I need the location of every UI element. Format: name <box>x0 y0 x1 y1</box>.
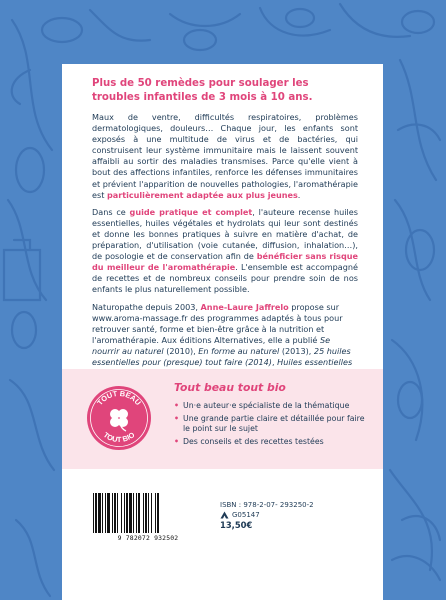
guide-text-2: , l'auteure recense huiles essentielles, huiles végétales et hydrolats qui leur sont destinés et donne les bonnes pratiques à suivre en matière d'achat, de préparation, d'utilisation (voie cutanée, diffusion, inhalation…), de posologie et de conservation afin de <box>92 206 358 262</box>
barcode-bar <box>136 493 137 533</box>
intro-text: Maux de ventre, difficultés respiratoires, problèmes dermatologiques, douleurs… Chaque jour, les enfants sont exposés à une multitude de virus et de bactéries, qui construisent leur système immunitaire mais le laissent souvent affaibli au sortir des maladies transmises. Parce qu'elle vient à bout des affections infantiles, renforce les défenses immunitaires et prévient l'apparition de nouvelles pathologies, l'aromathérapie est <box>92 112 358 200</box>
barcode-bar <box>138 493 140 533</box>
barcode-digits: 9 782072 932502 <box>117 534 179 542</box>
bio-feature-item <box>174 437 369 448</box>
bio-feature-text: Un·e auteur·e spécialiste de la thématique <box>183 401 350 410</box>
text-panel <box>62 64 383 600</box>
intro-highlight: particulièrement adaptée aux plus jeunes <box>106 189 298 200</box>
book-title-2: En forme au naturel <box>198 345 280 356</box>
bio-feature-item <box>174 401 369 412</box>
badge-top-text: TOUT BEAU <box>95 388 143 408</box>
author-paragraph <box>92 302 358 380</box>
barcode-bar <box>126 493 128 533</box>
bio-features-list <box>174 401 369 449</box>
bio-feature-item <box>174 414 369 435</box>
bullet-icon: • <box>174 401 179 410</box>
guide-highlight-2: bénéficier sans risque du meilleur de l'aromathérapie <box>92 251 358 273</box>
badge-bottom-text: TOUT BIO <box>101 430 137 445</box>
guide-paragraph <box>92 207 358 296</box>
reference-code: G05147 <box>232 511 260 519</box>
publisher-logo-icon <box>220 511 229 519</box>
barcode-bar <box>107 493 110 533</box>
price: 13,50€ <box>220 520 253 530</box>
barcode-bar <box>102 493 103 533</box>
author-text-5: , <box>271 356 278 367</box>
guide-highlight-1: guide pratique et complet <box>129 206 253 217</box>
author-text-1: Naturopathe depuis 2003, <box>92 301 201 312</box>
author-name: Anne-Laure Jaffrelo <box>200 301 289 312</box>
intro-paragraph <box>92 112 358 201</box>
barcode-bar <box>145 493 147 533</box>
barcode-bar <box>129 493 132 533</box>
barcode-bar <box>143 493 144 533</box>
reference-line <box>220 510 314 520</box>
book-title-1: Se nourrir au naturel <box>92 334 331 356</box>
barcode-bar <box>117 493 118 533</box>
tout-beau-tout-bio-badge <box>86 385 152 451</box>
barcode-bars <box>89 491 207 535</box>
barcode-bar <box>155 493 156 533</box>
bullet-icon: • <box>174 413 179 423</box>
bio-feature-text: Une grande partie claire et détaillée pour faire le point sur le sujet <box>183 413 365 434</box>
isbn-number: ISBN : 978-2-07- 293250-2 <box>220 501 314 509</box>
book-title-4: Huiles essentielles <box>277 356 353 367</box>
barcode-bar <box>133 493 134 533</box>
barcode-bar <box>121 493 122 533</box>
barcode-bar <box>148 493 149 533</box>
bullet-icon: • <box>174 436 179 446</box>
barcode-bar <box>95 493 97 533</box>
author-text-4: (2013), <box>279 345 314 356</box>
author-text-2: propose sur www.aroma-massage.fr des programmes adaptés à tous pour retrouver santé, forme et bien-être grâce à la nutrition et l'aromathérapie. Aux éditions Alternatives, elle a publié <box>92 301 343 345</box>
barcode-bar <box>124 493 125 533</box>
barcode-bar <box>93 493 94 533</box>
guide-text-3: . L'ensemble est accompagné de recettes et de nombreux conseils pour prendre soin de nos enfants le plus naturellement possible. <box>92 262 358 295</box>
headline: Plus de 50 remèdes pour soulager les troubles infantiles de 3 mois à 10 ans. <box>92 78 313 103</box>
barcode-bar <box>105 493 106 533</box>
barcode-bar <box>151 493 152 533</box>
guide-text-1: Dans ce <box>92 206 130 217</box>
barcode <box>89 491 207 543</box>
intro-end: . <box>297 189 301 200</box>
barcode-bar <box>98 493 101 533</box>
tout-beau-tout-bio-box <box>62 369 383 469</box>
barcode-bar <box>157 493 159 533</box>
barcode-bar <box>112 493 113 533</box>
isbn-info <box>220 500 314 530</box>
barcode-bar <box>114 493 116 533</box>
description-column <box>92 77 358 385</box>
author-text-3: (2010), <box>163 345 199 356</box>
bio-title: Tout beau tout bio <box>174 381 286 394</box>
book-title-3: 25 huiles essentielles pour (presque) tout faire (2014) <box>92 345 351 367</box>
bio-feature-text: Des conseils et des recettes testées <box>183 436 324 446</box>
